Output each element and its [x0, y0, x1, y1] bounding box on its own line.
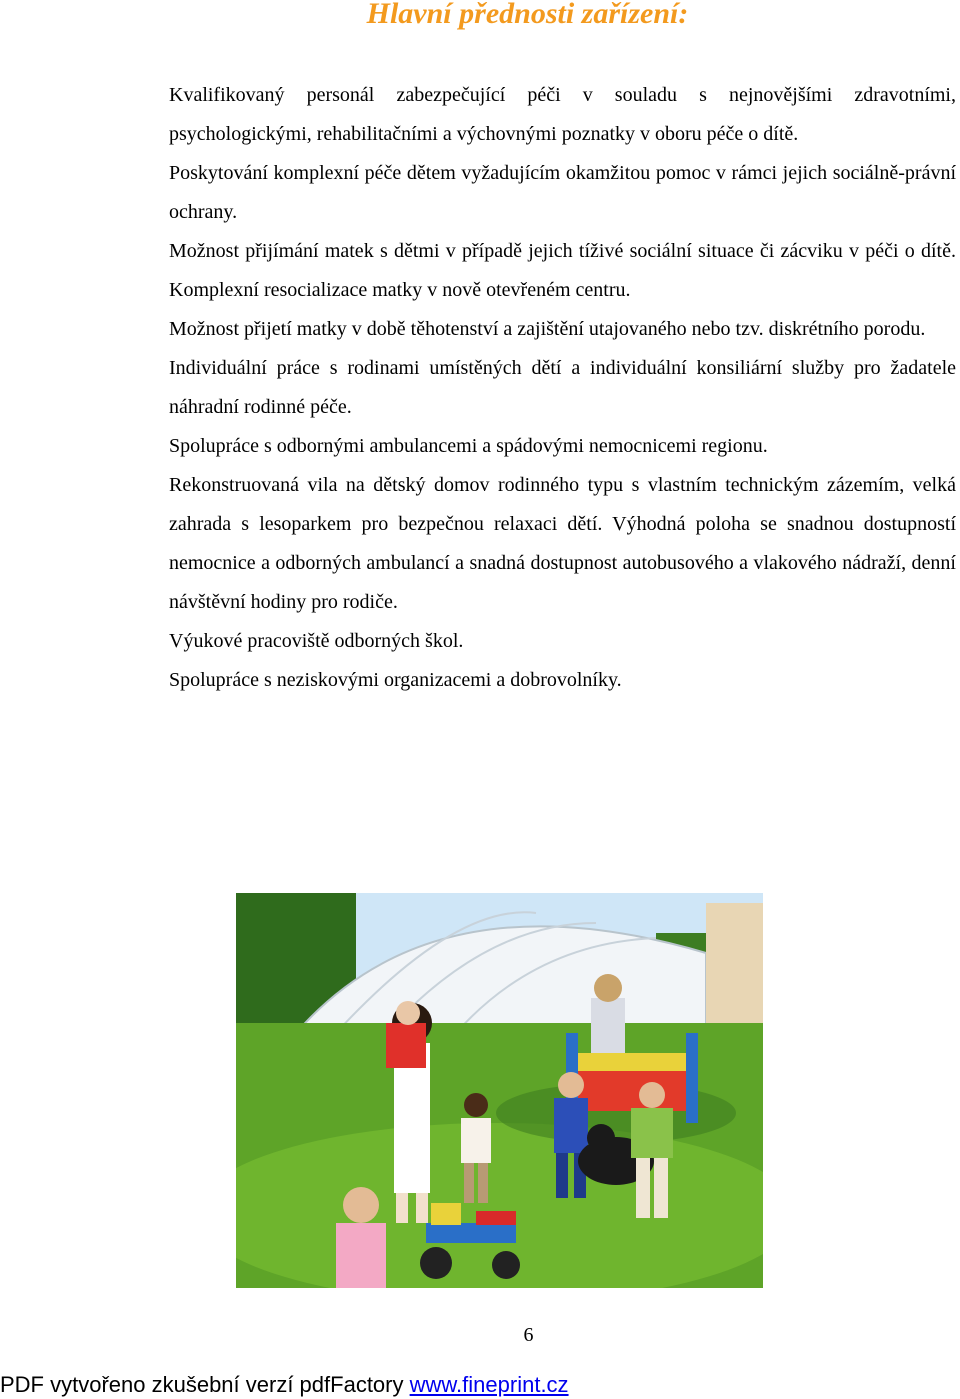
- pdf-footer: [0, 1371, 569, 1399]
- page-title: Hlavní přednosti zařízení:: [366, 0, 689, 30]
- paragraph: Poskytování komplexní péče dětem vyžadujícím okamžitou pomoc v rámci jejich sociálně-právní ochrany.: [169, 162, 956, 223]
- paragraph: Spolupráce s neziskovými organizacemi a dobrovolníky.: [169, 669, 622, 691]
- page-number: 6: [523, 1324, 534, 1346]
- paragraph: Spolupráce s odbornými ambulancemi a spádovými nemocnicemi regionu.: [169, 435, 768, 457]
- paragraph: Výukové pracoviště odborných škol.: [169, 630, 464, 652]
- paragraph: Rekonstruovaná vila na dětský domov rodinného typu s vlastním technickým zázemím, velká zahrada s lesoparkem pro bezpečnou relaxaci dětí. Výhodná poloha se snadnou dostupností nemocnice a odborných ambulancí a snadná dostupnost autobusového a vlakového nádraží, denní návštěvní hodiny pro rodiče.: [169, 474, 956, 613]
- garden-photo: [236, 893, 763, 1288]
- body-text: [169, 76, 956, 700]
- footer-text: PDF vytvořeno zkušební verzí pdfFactory: [0, 1372, 410, 1397]
- footer-link[interactable]: www.fineprint.cz: [409, 1372, 569, 1397]
- paragraph: Možnost přijetí matky v době těhotenství a zajištění utajovaného nebo tzv. diskrétního porodu.: [169, 318, 926, 340]
- paragraph: Individuální práce s rodinami umístěných dětí a individuální konsiliární služby pro žadatele náhradní rodinné péče.: [169, 357, 956, 418]
- paragraph: Možnost přijímání matek s dětmi v případě jejich tíživé sociální situace či zácviku v péči o dítě. Komplexní resocializace matky v nově otevřeném centru.: [169, 240, 956, 301]
- paragraph: Kvalifikovaný personál zabezpečující péči v souladu s nejnovějšími zdravotními, psychologickými, rehabilitačními a výchovnými poznatky v oboru péče o dítě.: [169, 84, 956, 145]
